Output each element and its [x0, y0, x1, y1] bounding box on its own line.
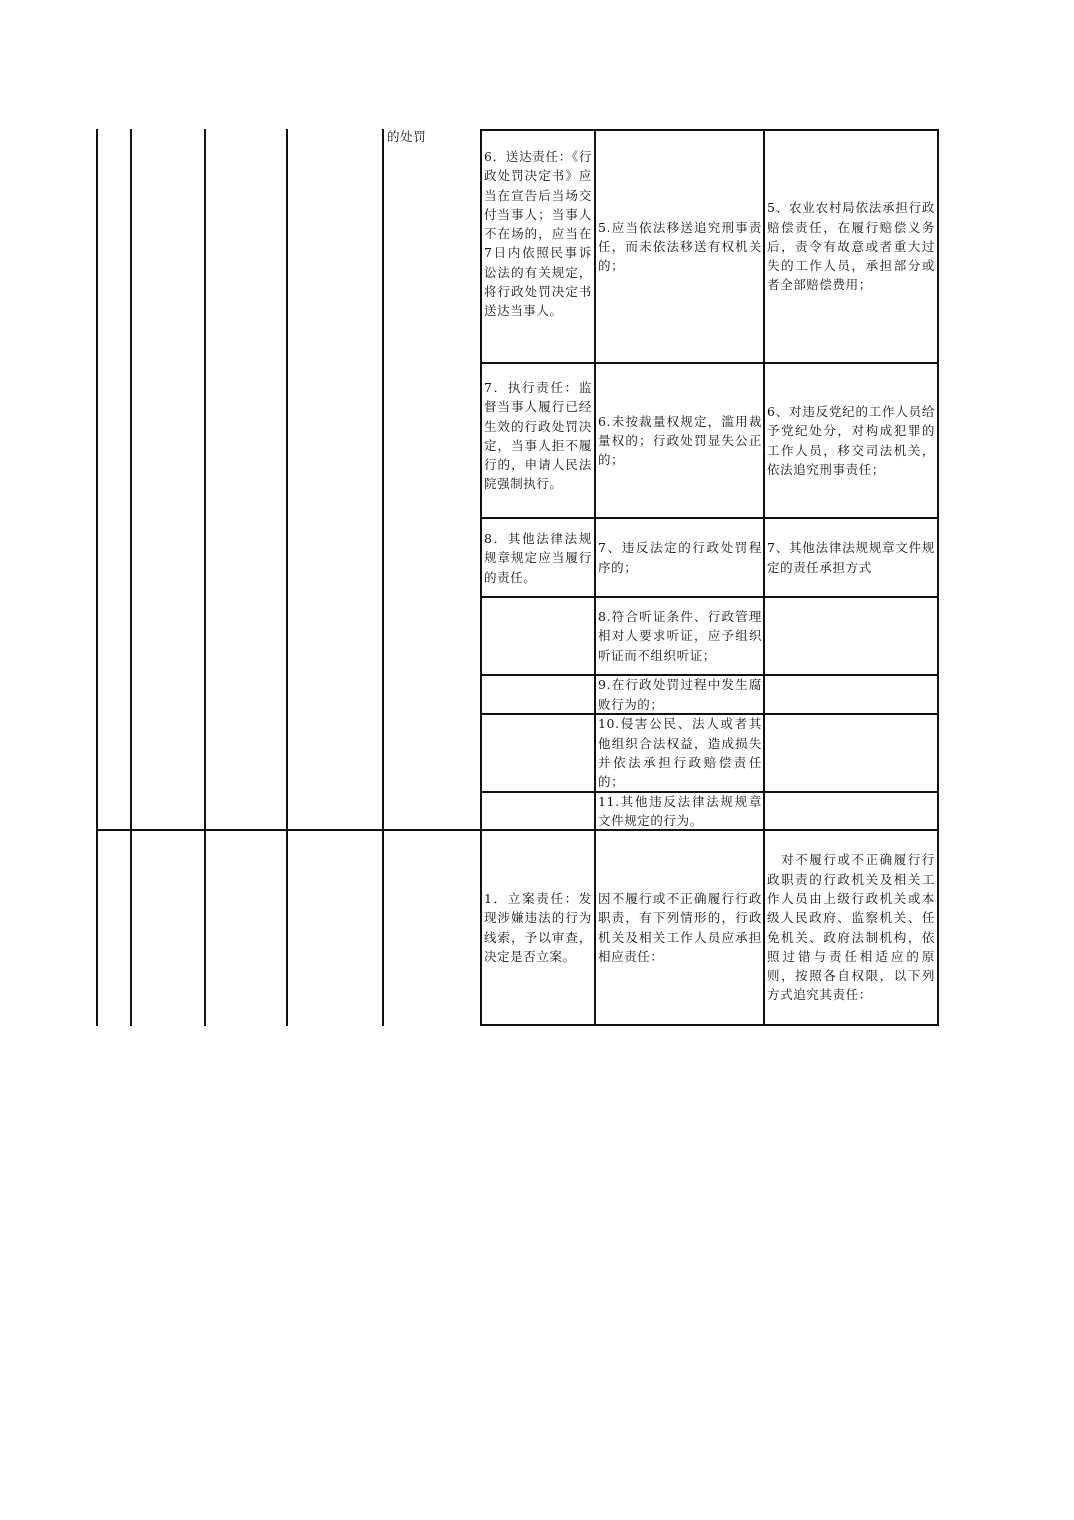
column-rule-7 — [594, 129, 596, 1026]
situation-text: 10.侵害公民、法人或者其他组织合法权益，造成损失并依法承担行政赔偿责任的； — [598, 716, 762, 790]
punishment-fragment: 的处罚 — [387, 129, 427, 144]
situation-cell — [598, 831, 762, 1024]
column-rule-8 — [763, 129, 765, 1026]
duty-cell: 7．执行责任：监督当事人履行已经生效的行政处罚决定，当事人拒不履行的，申请人民法院强制执行。 — [484, 380, 592, 492]
column-rule-9 — [937, 129, 939, 1026]
situation-text: 6.未按裁量权规定，滥用裁量权的；行政处罚显失公正的； — [598, 413, 762, 468]
liability-cell — [767, 831, 935, 1024]
duty-cell — [484, 831, 592, 1024]
situation-text: 8.符合听证条件、行政管理相对人要求听证，应予组织听证而不组织听证； — [598, 609, 762, 663]
column-rule-4 — [286, 129, 288, 1026]
column-rule-3 — [204, 129, 206, 1026]
duty-text: 1．立案责任：发现涉嫌违法的行为线索，予以审查，决定是否立案。 — [484, 890, 592, 964]
liability-text: 6、对违反党纪的工作人员给予党纪处分，对构成犯罪的工作人员，移交司法机关，依法追究刑事责任； — [767, 403, 935, 477]
situation-cell — [598, 131, 762, 362]
situation-text: 11.其他违反法律法规规章文件规定的行为。 — [598, 793, 762, 828]
situation-text: 因不履行或不正确履行行政职责，有下列情形的，行政机关及相关工作人员应承担相应责任： — [598, 890, 762, 964]
situation-cell — [598, 793, 762, 829]
row-rule-bottom — [480, 1024, 939, 1026]
liability-text: 对不履行或不正确履行行政职责的行政机关及相关工作人员由上级行政机关或本级人民政府、监察机关、任免机关、政府法制机构，依照过错与责任相适应的原则，按照各自权限，以下列方式追究其责任： — [767, 852, 935, 1003]
column-rule-1 — [96, 129, 98, 1026]
liability-text: 7、其他法律法规规章文件规定的责任承担方式 — [767, 540, 935, 575]
situation-cell — [598, 715, 762, 791]
situation-text: 7、违反法定的行政处罚程序的； — [598, 540, 762, 575]
situation-cell — [598, 676, 762, 713]
duty-cell: 6．送达责任：《行政处罚决定书》应当在宣告后当场交付当事人；当事人不在场的，应当在7日内依照民事诉讼法的有关规定，将行政处罚决定书送达当事人。 — [484, 149, 592, 319]
situation-text: 9.在行政处罚过程中发生腐败行为的； — [598, 677, 762, 712]
duty-cell: 8．其他法律法规规章规定应当履行的责任。 — [484, 531, 592, 585]
column-rule-6 — [480, 129, 482, 1026]
situation-text: 5.应当依法移送追究刑事责任，而未依法移送有权机关的； — [598, 219, 762, 274]
situation-cell — [598, 598, 762, 674]
situation-cell — [598, 364, 762, 517]
situation-cell — [598, 519, 762, 596]
column-rule-5 — [382, 129, 384, 1026]
liability-cell — [767, 519, 935, 596]
column-rule-2 — [130, 129, 132, 1026]
liability-cell — [767, 364, 935, 517]
liability-text: 5、农业农村局依法承担行政赔偿责任，在履行赔偿义务后，责令有故意或者重大过失的工作人员，承担部分或者全部赔偿费用； — [767, 200, 935, 293]
liability-cell — [767, 131, 935, 362]
